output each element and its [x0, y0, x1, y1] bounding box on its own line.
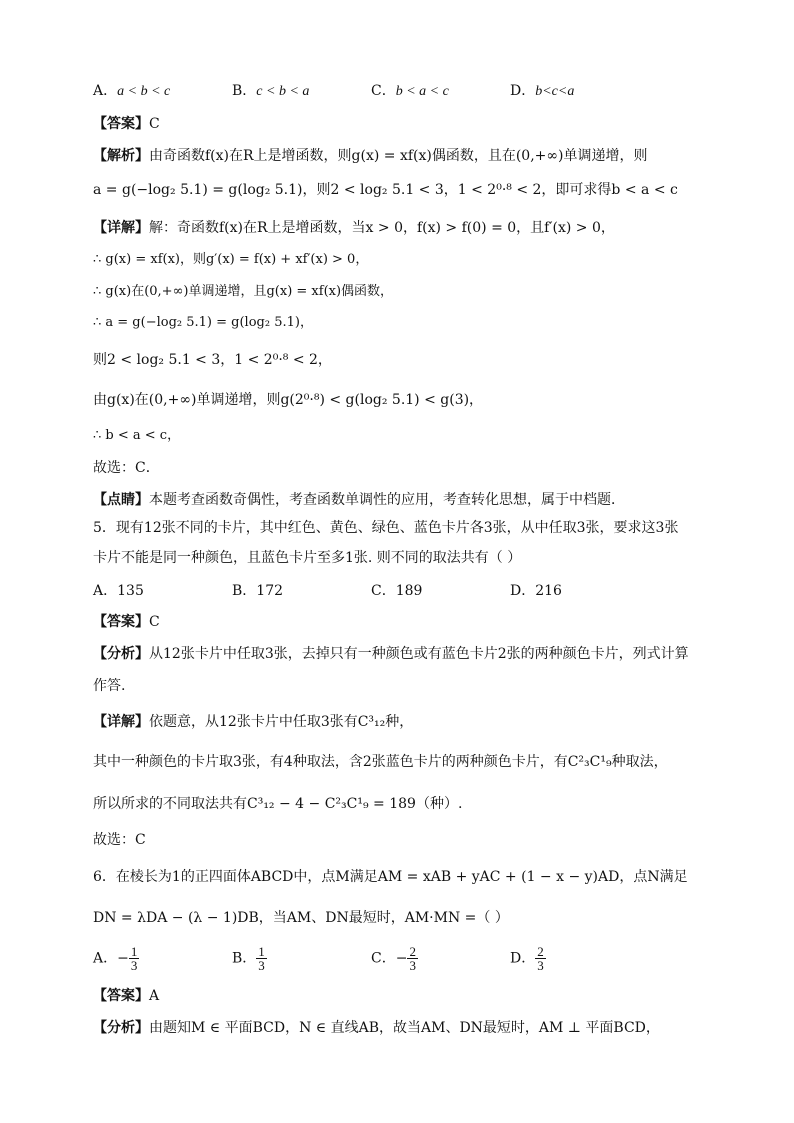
option-label: D．: [510, 583, 536, 599]
q6-option-c: [371, 945, 418, 972]
q5-option-a: [93, 580, 144, 602]
q5-choose: 故选：C: [93, 832, 146, 848]
analysis-text: 由题知M ∈ 平面BCD，N ∈ 直线AB，故当AM、DN最短时，AM ⊥ 平面BCD，: [149, 1020, 660, 1036]
option-text: 135: [117, 583, 144, 599]
q4-detail-line-5: 则2 < log₂ 5.1 < 3，1 < 2⁰·⁸ < 2，: [93, 352, 332, 368]
analysis-tag: 【分析】: [93, 646, 149, 662]
option-text: 216: [535, 583, 562, 599]
q4-comment: [93, 490, 625, 510]
fraction: [407, 945, 418, 972]
q6-option-a: [93, 945, 139, 972]
detail-text: 解：奇函数f(x)在R上是增函数，当x > 0，f(x) > f(0) = 0，且f′(x) > 0，: [149, 220, 615, 236]
q4-option-c: [371, 80, 449, 103]
q6-stem-line-2: DN = λDA − (λ − 1)DB，当AM、DN最短时，AM·MN =（ ）: [93, 910, 509, 926]
option-text: 189: [395, 583, 423, 599]
denominator: 3: [130, 958, 138, 973]
q5-analysis-line-2: 作答.: [93, 678, 126, 694]
q4-analysis-line-2: a = g(−log₂ 5.1) = g(log₂ 5.1)，则2 < log₂ 5.1 < 3，1 < 2⁰·⁸ < 2，即可求得b < a < c: [93, 182, 678, 198]
q5-option-d: [510, 580, 562, 602]
q6-option-b: [232, 945, 267, 972]
fraction: [256, 945, 267, 972]
option-label: D．: [510, 83, 536, 99]
numerator: 1: [130, 944, 138, 959]
answer-tag: 【答案】: [93, 988, 149, 1004]
analysis-text: 从12张卡片中任取3张，去掉只有一种颜色或有蓝色卡片2张的两种颜色卡片，列式计算: [149, 646, 689, 662]
option-text: b<c<a: [535, 84, 575, 99]
option-text: c < b < a: [256, 84, 310, 99]
q4-detail-line-3: ∴ g(x)在(0,+∞)单调递增，且g(x) = xf(x)偶函数，: [93, 284, 394, 299]
q4-choose: 故选：C．: [93, 460, 160, 476]
option-sign: −: [395, 950, 408, 967]
option-text: b < a < c: [395, 84, 449, 99]
q4-detail-line-1: [93, 218, 615, 238]
q5-detail-line-2: 其中一种颜色的卡片取3张，有4种取法，含2张蓝色卡片的两种颜色卡片，有C²₃C¹₉种取法，: [93, 754, 668, 770]
denominator: 3: [409, 958, 416, 973]
option-label: B．: [232, 950, 257, 967]
q5-detail-line-3: 所以所求的不同取法共有C³₁₂ − 4 − C²₃C¹₉ = 189（种）.: [93, 796, 463, 812]
q6-analysis-line-1: [93, 1018, 660, 1038]
q6-option-d: [510, 945, 546, 972]
option-label: A．: [93, 583, 118, 599]
q4-option-b: [232, 80, 309, 103]
answer-tag: 【答案】: [93, 614, 149, 630]
comment-text: 本题考查函数奇偶性，考查函数单调性的应用，考查转化思想，属于中档题．: [149, 492, 625, 508]
q5-option-c: [371, 580, 422, 602]
q5-detail-line-1: [93, 712, 413, 732]
numerator: 2: [409, 944, 416, 959]
q5-answer: [93, 612, 160, 632]
detail-tag: 【详解】: [93, 714, 149, 730]
q4-detail-line-7: ∴ b < a < c，: [93, 428, 181, 443]
q5-stem-line-1: 5．现有12张不同的卡片，其中红色、黄色、绿色、蓝色卡片各3张，从中任取3张，要求这3张: [93, 520, 679, 536]
option-label: B．: [232, 583, 257, 599]
numerator: 1: [258, 944, 265, 959]
option-label: C．: [371, 83, 396, 99]
analysis-tag: 【解析】: [93, 148, 149, 164]
fraction: [129, 945, 140, 972]
answer-value: C: [149, 116, 160, 132]
option-label: A．: [93, 83, 118, 99]
q4-option-a: [93, 80, 170, 103]
comment-tag: 【点睛】: [93, 492, 149, 508]
analysis-text: 由奇函数f(x)在R上是增函数，则g(x) = xf(x)偶函数，且在(0,+∞)单调递增，则: [149, 148, 648, 164]
option-label: C．: [371, 950, 396, 967]
detail-text: 依题意，从12张卡片中任取3张有C³₁₂种，: [149, 714, 414, 730]
analysis-tag: 【分析】: [93, 1020, 149, 1036]
q5-analysis-line-1: [93, 644, 689, 664]
q4-detail-line-6: 由g(x)在(0,+∞)单调递增，则g(2⁰·⁸) < g(log₂ 5.1) < g(3)，: [93, 392, 484, 408]
numerator: 2: [537, 944, 544, 959]
denominator: 3: [537, 958, 544, 973]
option-text: a < b < c: [117, 84, 171, 99]
q5-stem-line-2: 卡片不能是同一种颜色，且蓝色卡片至多1张. 则不同的取法共有（ ）: [93, 550, 522, 566]
detail-tag: 【详解】: [93, 220, 149, 236]
q4-answer: [93, 114, 160, 134]
answer-value: C: [149, 614, 160, 630]
q5-option-b: [232, 580, 283, 602]
option-label: D．: [510, 950, 536, 967]
q4-analysis-line-1: [93, 146, 648, 166]
option-label: C．: [371, 583, 396, 599]
answer-tag: 【答案】: [93, 116, 149, 132]
option-label: A．: [93, 950, 118, 967]
q6-stem-line-1: 6．在棱长为1的正四面体ABCD中，点M满足AM = xAB + yAC + (1 − x − y)AD，点N满足: [93, 869, 688, 885]
answer-value: A: [149, 988, 160, 1004]
option-label: B．: [232, 83, 257, 99]
q4-detail-line-4: ∴ a = g(−log₂ 5.1) = g(log₂ 5.1)，: [93, 315, 313, 330]
fraction: [535, 945, 546, 972]
q4-detail-line-2: ∴ g(x) = xf(x)，则g′(x) = f(x) + xf′(x) > 0，: [93, 252, 369, 267]
option-sign: −: [117, 950, 129, 967]
option-text: 172: [256, 583, 284, 599]
q4-option-d: [510, 80, 574, 103]
denominator: 3: [258, 958, 265, 973]
q6-answer: [93, 986, 159, 1006]
